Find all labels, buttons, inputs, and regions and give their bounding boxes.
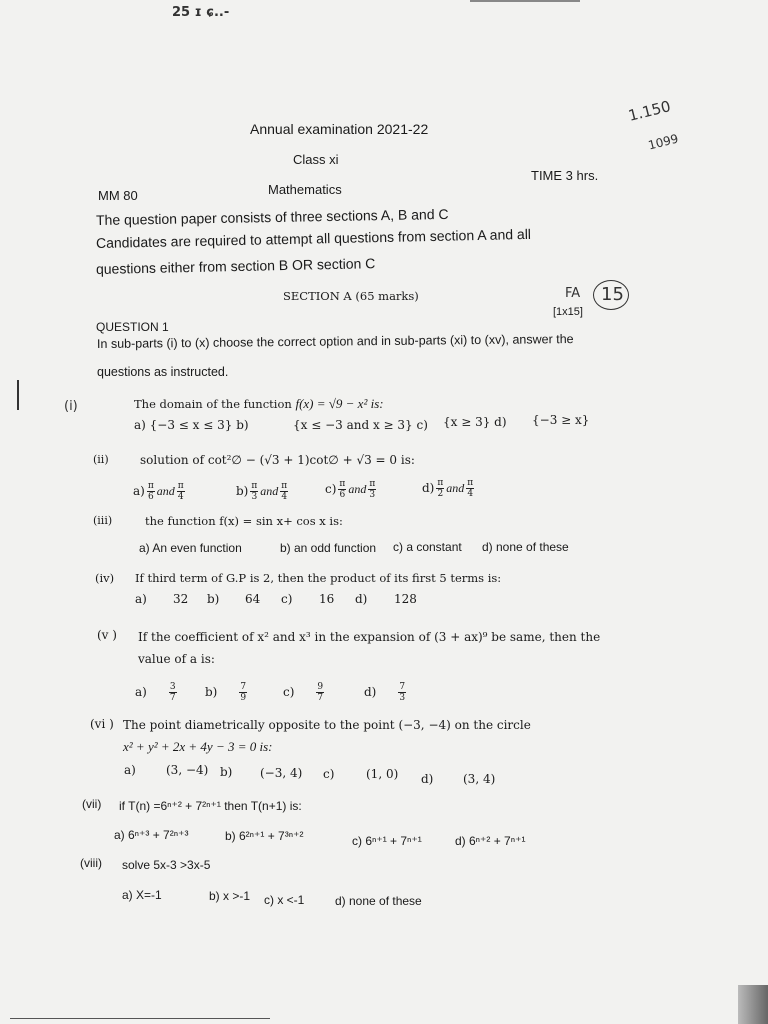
question-i-option-d: {−3 ≥ x}: [532, 413, 590, 427]
question-iii-option-b: b) an odd function: [280, 541, 377, 555]
question-iv-number: (iv): [95, 571, 115, 585]
question-ii-text: solution of cot²∅ − (√3 + 1)cot∅ + √3 = 0 is:: [140, 453, 415, 467]
question-iv-option-c-label: c): [281, 592, 293, 606]
question-iv-option-d-value: 128: [394, 592, 417, 606]
handwritten-note-1: 1.150: [626, 97, 673, 125]
class-label: Class xi: [293, 152, 339, 167]
instruction-line-a: In sub-parts (i) to (x) choose the correct option and in sub-parts (xi) to (xv), answer the: [96, 332, 574, 351]
question-vii-option-c: c) 6ⁿ⁺¹ + 7ⁿ⁺¹: [352, 834, 422, 848]
question-viii-option-c: c) x <-1: [264, 893, 305, 907]
intro-line-1: The question paper consists of three sections A, B and C: [95, 205, 449, 229]
question-viii-option-a: a) X=-1: [122, 888, 162, 902]
question-iv-text: If third term of G.P is 2, then the product of its first 5 terms is:: [135, 571, 502, 585]
question-i-text: The domain of the function f(x) = √9 − x² is:: [134, 396, 384, 411]
question-vi-option-c-label: c): [323, 767, 335, 781]
question-viii-number: (viii): [80, 856, 102, 870]
intro-line-2a: Candidates are required to attempt all questions from section A and all: [95, 225, 532, 251]
question-iii-text: the function f(x) = sin x+ cos x is:: [145, 514, 343, 528]
top-edge-line: [470, 0, 580, 2]
page-edge-shadow: [738, 985, 768, 1024]
question-ii-option-c: c) $\frac{\pi}{6}$ and $\frac{\pi}{3}$: [325, 479, 376, 500]
question-viii-text: solve 5x-3 >3x-5: [122, 858, 211, 872]
question-iv-option-a-label: a): [135, 592, 147, 606]
question-vi-text-line-1: The point diametrically opposite to the point (−3, −4) on the circle: [123, 718, 531, 732]
question-vi-option-b-label: b): [220, 765, 233, 779]
handwritten-fa: FA: [565, 286, 581, 301]
question-vii-option-d: d) 6ⁿ⁺² + 7ⁿ⁺¹: [455, 834, 526, 848]
bottom-edge-line: [10, 1018, 270, 1019]
exam-title: Annual examination 2021-22: [250, 121, 429, 137]
question-iii-number: (iii): [93, 514, 113, 527]
question-vi-option-a-value: (3, −4): [166, 763, 209, 777]
question-ii-option-a: a) $\frac{\pi}{6}$ and $\frac{\pi}{4}$: [133, 481, 184, 502]
handwritten-score: 15: [601, 284, 624, 305]
question-iii-option-c: c) a constant: [393, 540, 462, 554]
question-vi-option-b-value: (−3, 4): [260, 766, 303, 780]
question-vi-option-d-value: (3, 4): [463, 772, 496, 786]
question-v-option-d: d) $\frac{7}{3}$: [364, 682, 406, 703]
question-i-option-b: {x ≤ −3 and x ≥ 3} c): [293, 418, 428, 432]
question-viii-option-d: d) none of these: [335, 894, 422, 908]
time-allowed: TIME 3 hrs.: [531, 168, 599, 183]
question-ii-option-b: b) $\frac{\pi}{3}$ and $\frac{\pi}{4}$: [236, 481, 288, 502]
question-iv-option-b-label: b): [207, 592, 220, 606]
question-iv-option-c-value: 16: [319, 592, 335, 606]
question-iv-option-d-label: d): [355, 592, 368, 606]
question-v-option-b: b) $\frac{7}{9}$: [205, 682, 247, 703]
marks-allotted: [1x15]: [553, 306, 583, 318]
question-iv-option-b-value: 64: [245, 592, 261, 606]
question-v-text-line-2: value of a is:: [138, 652, 215, 666]
question-i-number: (i): [64, 399, 78, 414]
question-iii-option-a: a) An even function: [139, 541, 242, 555]
question-v-number: (v ): [97, 628, 117, 642]
question-vii-text: if T(n) =6ⁿ⁺² + 7²ⁿ⁺¹ then T(n+1) is:: [119, 799, 302, 813]
intro-line-2b: questions either from section B OR section C: [95, 255, 376, 277]
question-iii-option-d: d) none of these: [482, 540, 569, 554]
question-vi-text-line-2: x² + y² + 2x + 4y − 3 = 0 is:: [123, 739, 273, 754]
margin-tick-mark: [17, 380, 19, 410]
question-v-text-line-1: If the coefficient of x² and x³ in the expansion of (3 + ax)⁹ be same, then the: [138, 630, 601, 644]
question-vi-number: (vi ): [90, 717, 114, 731]
max-marks: MM 80: [98, 188, 138, 203]
instruction-line-b: questions as instructed.: [97, 365, 229, 379]
question-viii-option-b: b) x >-1: [209, 889, 251, 903]
question-v-option-c: c) $\frac{9}{7}$: [283, 682, 324, 703]
question-vi-option-c-value: (1, 0): [366, 767, 399, 781]
question-1-heading: QUESTION 1: [96, 320, 169, 334]
question-ii-option-d: d) $\frac{\pi}{2}$ and $\frac{\pi}{4}$: [422, 478, 474, 499]
question-v-option-a: a) $\frac{3}{7}$: [135, 682, 176, 703]
question-vi-option-d-label: d): [421, 772, 434, 786]
question-ii-number: (ii): [93, 453, 109, 466]
question-vii-number: (vii): [82, 797, 102, 811]
question-vii-option-b: b) 6²ⁿ⁺¹ + 7³ⁿ⁺²: [225, 829, 304, 843]
subject: Mathematics: [268, 182, 342, 197]
question-vii-option-a: a) 6ⁿ⁺³ + 7²ⁿ⁺³: [114, 828, 189, 842]
question-iv-option-a-value: 32: [173, 592, 189, 606]
question-vi-option-a-label: a): [124, 763, 136, 777]
header-scribble: 25 ɪ ɕ..-: [172, 5, 230, 20]
section-a-heading: SECTION A (65 marks): [283, 289, 419, 303]
question-i-option-a: a) {−3 ≤ x ≤ 3} b): [134, 418, 249, 432]
question-i-option-c: {x ≥ 3} d): [443, 415, 507, 429]
handwritten-note-2: 1099: [646, 131, 680, 153]
